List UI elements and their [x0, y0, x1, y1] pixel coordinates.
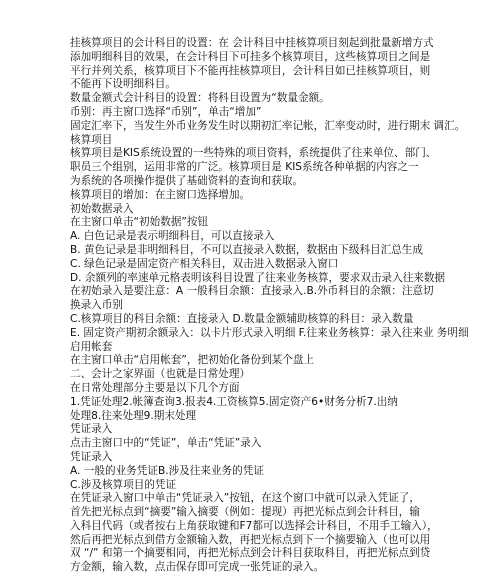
text-line: 首先把光标点到“摘要”输入摘要（例如：提现）再把光标点到会计科目，输 — [70, 506, 420, 519]
section-heading: 初始数据录入 — [70, 202, 134, 215]
text-line: 添加明细科目的效果，在会计科目下可挂多个核算项目，这些核算项目之间是 — [70, 50, 431, 63]
text-line: A. 一般的业务凭证B.涉及往来业务的凭证 — [70, 464, 264, 477]
section-heading: 凭证录入 — [70, 450, 113, 463]
text-line: 币别：再主窗口选择“币别”，单击“增加” — [70, 105, 262, 118]
text-line: C.涉及核算项目的凭证 — [70, 478, 177, 491]
text-line: 核算项目的增加：在主窗口选择增加。 — [70, 188, 251, 201]
text-line: 点击主窗口中的“凭证”，单击“凭证”录入 — [70, 437, 262, 450]
section-heading: 核算项目 — [70, 133, 113, 146]
text-line: 在日常处理部分主要是以下几个方面 — [70, 381, 240, 394]
text-line: 为系统的各项操作提供了基础资料的查询和获取。 — [70, 174, 304, 187]
text-line: 固定汇率下，当发生外币业务发生时以期初汇率记帐，汇率变动时，进行期末 调汇。 — [70, 119, 466, 132]
section-heading: 二、会计之家界面（也就是日常处理） — [70, 368, 251, 381]
text-line: 双 “/” 和第一个摘要相同，再把光标点到会计科目获取科目，再把光标点到贷 — [70, 547, 431, 560]
text-line: 处理8.往来处理9.期末处理 — [70, 409, 197, 422]
text-line: 换录入币别 — [70, 299, 123, 312]
text-line: 在凭证录入窗口中单击“凭证录入”按钮，在这个窗口中就可以录入凭证了， — [70, 492, 420, 505]
document-body — [70, 37, 490, 575]
section-heading: 启用帐套 — [70, 340, 113, 353]
text-line: 在主窗口单击“启用帐套”，把初始化备份到某个盘上 — [70, 354, 315, 367]
text-line: 平行并列关系，核算项目下不能再挂核算项目，会计科目如已挂核算项目，则 — [70, 64, 431, 77]
text-line: A. 白色记录是表示明细科目，可以直接录入 — [70, 230, 275, 243]
text-line: 核算项目是KIS系统设置的一些特殊的项目资料，系统提供了往来单位、部门、 — [70, 147, 437, 160]
text-line: 入科目代码（或者按右上角获取键和F7都可以选择会计科目，不用手工输入）， — [70, 519, 438, 532]
text-line: 不能再下设明细科目。 — [70, 78, 176, 91]
text-line: E. 固定资产期初余额录入：以卡片形式录入明细 F.往来业务核算：录入往来业 务明细 — [70, 326, 469, 339]
text-line: D. 余额列的率速单元格表明该科目设置了往来业务核算，要求双击录入往来数据 — [70, 271, 446, 284]
text-line: 在初始录入是要注意：A 一般科目余额：直接录入.B.外币科目的余额：注意切 — [70, 285, 434, 298]
text-line: 方金额，输入数，点击保存即可完成一张凭证的录入。 — [70, 561, 325, 574]
text-line: 数量金额式会计科目的设置：将科目设置为“数量金额。 — [70, 92, 330, 105]
section-heading: 凭证录入 — [70, 423, 113, 436]
text-line: C.核算项目的科目余额：直接录入 D.数量金额辅助核算的科目：录入数量 — [70, 312, 414, 325]
text-line: 1.凭证处理2.帐簿查询3.报表4.工资核算5.固定资产6•财务分析7.出纳 — [70, 395, 398, 408]
text-line: 在主窗口单击“初始数据”按钮 — [70, 216, 209, 229]
text-line: 职员三个组别，运用非常的广泛。核算项目是 KIS系统各种单据的内容之一 — [70, 161, 419, 174]
text-line: B. 黄色记录是非明细科目，不可以直接录入数据，数据由下级科目汇总生成 — [70, 243, 423, 256]
text-line: 然后再把光标点到借方金额输入数，再把光标点到下一个摘要输入（也可以用 — [70, 533, 431, 546]
text-line: C. 绿色记录是固定资产相关科目，双击进入数据录入窗口 — [70, 257, 339, 270]
text-line: 挂核算项目的会计科目的设置：在 会计科目中挂核算项目刻起到批量新增方式 — [70, 37, 434, 49]
